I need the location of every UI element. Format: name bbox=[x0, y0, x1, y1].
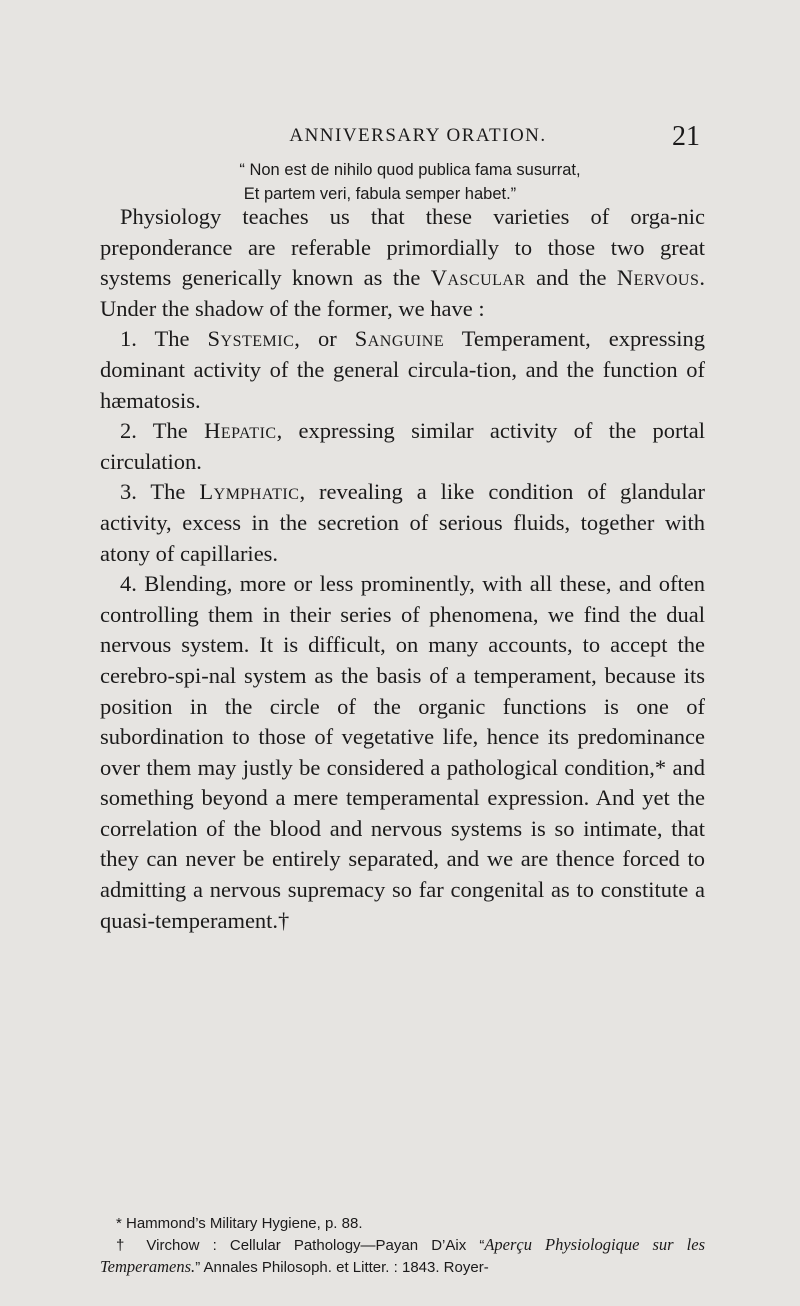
paragraph-1 bbox=[100, 202, 705, 324]
page-header bbox=[0, 121, 800, 151]
term-nervous: Nervous bbox=[616, 265, 700, 291]
body-text bbox=[100, 202, 705, 936]
term-hepatic: Hepatic bbox=[204, 418, 277, 444]
paragraph-4 bbox=[100, 477, 705, 569]
term-vascular: Vascular bbox=[430, 265, 526, 291]
epigraph-line-2: Et partem veri, fabula semper habet.” bbox=[243, 185, 517, 203]
footnote-title-italic: Aperçu Physiologique sur les Temperamens. bbox=[100, 1235, 705, 1276]
text-run: Temperament, expressing dominant activity of the general circula-tion, and the function of hæmatosis. bbox=[100, 326, 705, 413]
footnote-1: * Hammond’s Military Hygiene, p. 88. bbox=[116, 1215, 363, 1232]
paragraph-3 bbox=[100, 416, 705, 477]
text-run: 1. The bbox=[120, 326, 208, 352]
text-run: Physiology teaches us that these varieties of orga-nic preponderance are referable primordially to those two great systems generically known as the bbox=[100, 204, 705, 291]
text-run: , or bbox=[294, 326, 355, 352]
text-run: , revealing a like condition of glandular activity, excess in the secretion of serious fluids, together with atony of capillaries. bbox=[100, 479, 705, 566]
text-run: , expressing similar activity of the portal circulation. bbox=[100, 418, 705, 474]
text-run: 3. The bbox=[120, 479, 200, 505]
paragraph-2 bbox=[100, 324, 705, 416]
epigraph-line-1: “ Non est de nihilo quod publica fama susurrat, bbox=[239, 161, 581, 179]
text-run: † Virchow : Cellular Pathology—Payan D’Aix “ bbox=[116, 1237, 485, 1254]
footnote-2 bbox=[100, 1234, 705, 1278]
footnotes bbox=[100, 1213, 705, 1278]
running-head: ANNIVERSARY ORATION. bbox=[289, 125, 547, 146]
epigraph bbox=[0, 158, 800, 206]
text-run: . Under the shadow of the former, we have : bbox=[100, 265, 705, 321]
page-number: 21 bbox=[672, 121, 700, 152]
text-run: ” Annales Philosoph. et Litter. : 1843. Royer- bbox=[195, 1259, 489, 1276]
term-sanguine: Sanguine bbox=[354, 326, 445, 352]
text-run: 2. The bbox=[120, 418, 205, 444]
term-lymphatic: Lymphatic bbox=[199, 479, 300, 505]
text-run: and the bbox=[525, 265, 617, 291]
paragraph-5: 4. Blending, more or less prominently, with all these, and often controlling them in their series of phenomena, we find the dual nervous system. It is difficult, on many accounts, to accept the cerebro-spi-nal system as the basis of a temperament, because its position in the circle of the organic functions is one of subordination to those of vegetative life, hence its predominance over them may justly be considered a pathological condition,* and something beyond a mere temperamental expression. And yet the correlation of the blood and nervous systems is so intimate, that they can never be entirely separated, and we are thence forced to admitting a nervous supremacy so far congenital as to constitute a quasi-temperament.† bbox=[100, 571, 705, 933]
term-systemic: Systemic bbox=[207, 326, 295, 352]
